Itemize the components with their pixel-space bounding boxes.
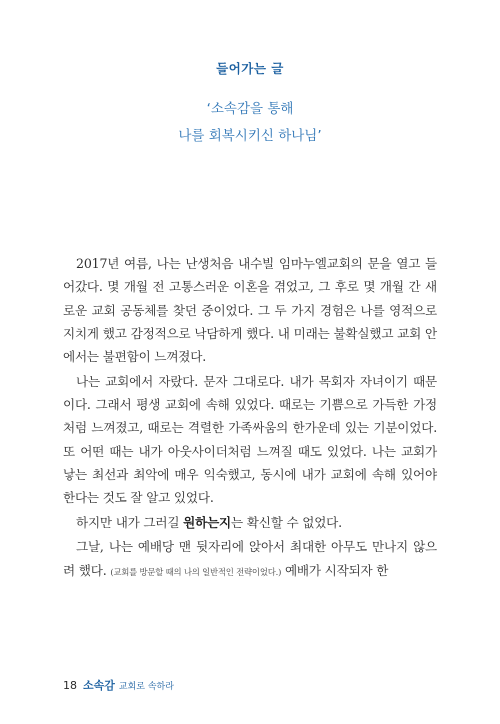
emphasis-text: 원하는지	[183, 514, 232, 530]
page-footer	[63, 677, 174, 693]
paragraph-3	[63, 511, 437, 534]
book-subtitle: 교회로 속하라	[118, 682, 174, 692]
section-subtitle	[0, 96, 500, 150]
subtitle-line-1: ‘소속감을 통해	[206, 101, 294, 117]
page-number: 18	[63, 679, 77, 692]
parenthetical-note: (교회를 방문할 때의 나의 일반적인 전략이었다.)	[110, 566, 282, 577]
paragraph-2: 나는 교회에서 자랐다. 문자 그대로다. 내가 목회자 자녀이기 때문이다. 그래서 평생 교회에 속해 있었다. 때로는 기쁨으로 가득한 가정처럼 느껴졌고, 때로는 격렬한 가족싸움의 한가운데 있는 기분이었다. 또 어떤 때는 내가 아웃사이더처럼 느껴질 때도 있었다. 나는 교회가 낳는 최선과 최악에 매우 익숙했고, 동시에 내가 교회에 속해 있어야 한다는 것도 잘 알고 있었다.	[63, 373, 437, 506]
paragraph-4-end: 예배가 시작되자 한	[281, 562, 389, 578]
body-text	[63, 252, 437, 585]
book-title: 소속감	[83, 679, 115, 692]
paragraph-3-end: 는 확신할 수 없었다.	[231, 514, 342, 530]
paragraph-1: 2017년 여름, 나는 난생처음 내수빌 임마누엘교회의 문을 열고 들어갔다. 몇 개월 전 고통스러운 이혼을 겪었고, 그 후로 몇 개월 간 새로운 교회 공동체를 찾던 중이었다. 그 두 가지 경험은 나를 영적으로 지치게 했고 감정적으로 낙담하게 했다. 내 미래는 불확실했고 교회 안에서는 불편함이 느껴졌다.	[63, 256, 437, 365]
section-heading: 들어가는 글	[216, 61, 284, 76]
paragraph-4	[63, 535, 437, 584]
subtitle-line-2: 나를 회복시키신 하나님’	[178, 128, 322, 144]
paragraph-3-start: 하지만 내가 그러길	[76, 514, 184, 530]
paragraph-4-main: 그날, 나는 예배당 맨 뒷자리에 앉아서 최대한 아무도 만나지 않으려 했다.	[63, 539, 437, 578]
